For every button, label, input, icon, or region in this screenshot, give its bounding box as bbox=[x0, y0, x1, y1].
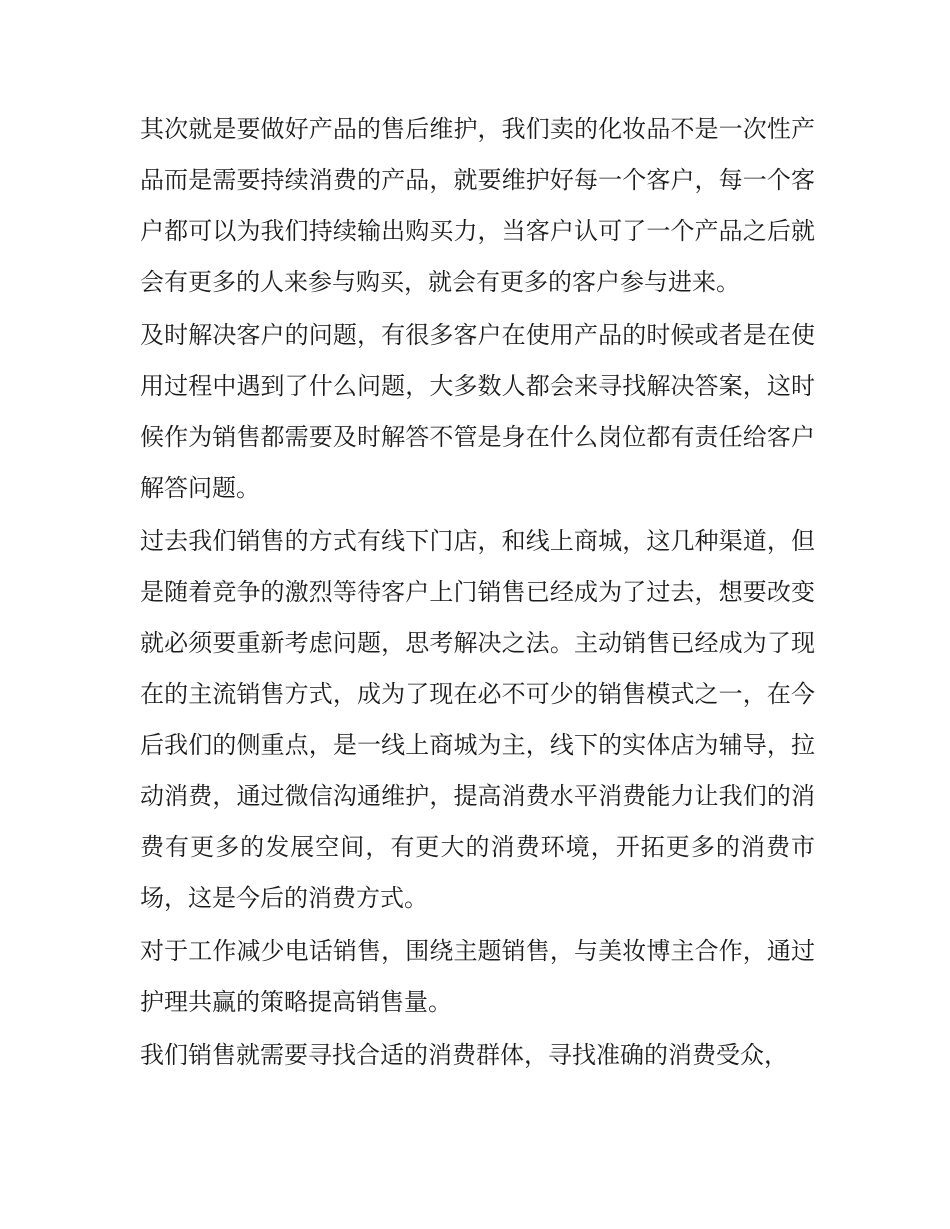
paragraph-target-audience: 我们销售就需要寻找合适的消费群体，寻找准确的消费受众， bbox=[140, 1041, 788, 1069]
document-body bbox=[140, 104, 815, 1083]
paragraph-sales-channels: 过去我们销售的方式有线下门店，和线上商城，这几种渠道，但是随着竞争的激烈等待客户上门销售已经成为了过去，想要改变就必须要重新考虑问题，思考解决之法。主动销售已经成为了现在的主流销售方式，成为了现在必不可少的销售模式之一，在今后我们的侧重点，是一线上商城为主，线下的实体店为辅导，拉动消费，通过微信沟通维护，提高消费水平消费能力让我们的消费有更多的发展空间，有更大的消费环境，开拓更多的消费市场，这是今后的消费方式。 bbox=[140, 527, 815, 912]
paragraph-after-sales: 其次就是要做好产品的售后维护，我们卖的化妆品不是一次性产品而是需要持续消费的产品，就要维护好每一个客户，每一个客户都可以为我们持续输出购买力，当客户认可了一个产品之后就会有更多的人来参与购买，就会有更多的客户参与进来。 bbox=[140, 115, 815, 296]
paragraph-work-plan: 对于工作减少电话销售，围绕主题销售，与美妆博主合作，通过护理共赢的策略提高销售量。 bbox=[140, 937, 815, 1016]
paragraph-customer-problems: 及时解决客户的问题，有很多客户在使用产品的时候或者是在使用过程中遇到了什么问题，大多数人都会来寻找解决答案，这时候作为销售都需要及时解答不管是身在什么岗位都有责任给客户解答问题。 bbox=[140, 321, 815, 502]
